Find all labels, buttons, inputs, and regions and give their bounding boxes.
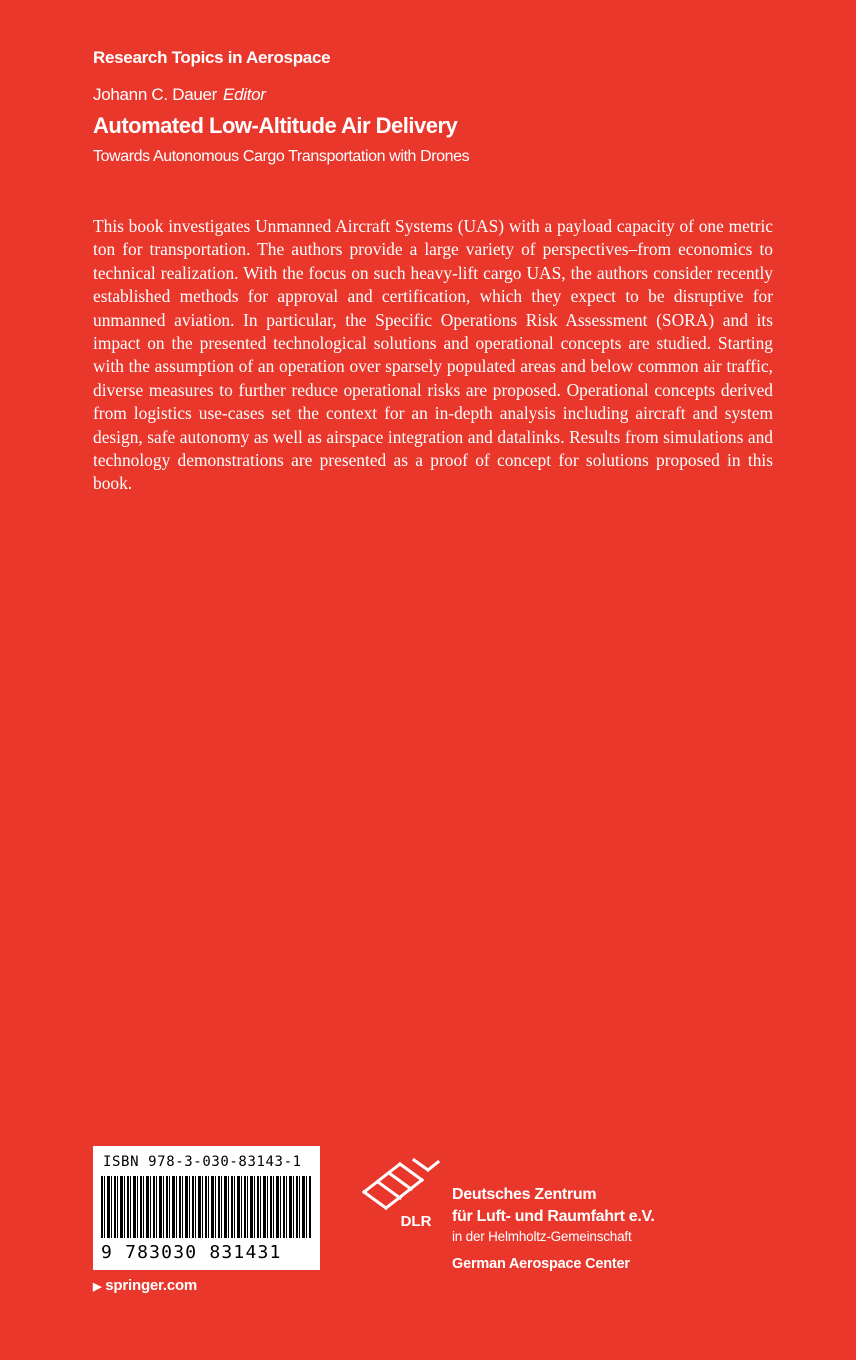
publisher-link-text: springer.com [105,1277,198,1294]
barcode-digits: 9 783030 831431 [101,1242,282,1263]
dlr-logo-text: DLR [400,1213,432,1228]
dlr-name-line2: für Luft- und Raumfahrt e.V. [452,1208,655,1225]
book-description: This book investigates Unmanned Aircraft Systems (UAS) with a payload capacity of one metric ton for transportation. The authors provide a large variety of perspectives–from economics to technical realization. With the focus on such heavy-lift cargo UAS, the authors consider recently established methods for approval and certification, which they expect to be disruptive for unmanned aviation. In particular, the Specific Operations Risk Assessment (SORA) and its impact on the presented technological solutions and operational concepts are studied. Starting with the assumption of an operation over sparsely populated areas and below common air traffic, diverse measures to further reduce operational risks are proposed. Operational concepts derived from logistics use-cases set the context for an in-depth analysis including aircraft and system design, safe autonomy as well as airspace integration and datalinks. Results from simulations and technology demonstrations are presented as a proof of concept for solutions proposed in this book. [93,216,773,494]
dlr-english-name: German Aerospace Center [452,1256,630,1272]
editor-line [93,85,266,105]
dlr-affiliation: in der Helmholtz-Gemeinschaft [452,1229,632,1244]
editor-role: Editor [223,85,266,104]
isbn-label: ISBN 978-3-030-83143-1 [103,1154,302,1170]
dlr-logo [358,1158,440,1228]
book-title: Automated Low-Altitude Air Delivery [93,113,458,138]
book-subtitle: Towards Autonomous Cargo Transportation with Drones [93,148,470,165]
dlr-name [452,1184,655,1228]
dlr-name-line1: Deutsches Zentrum [452,1186,597,1203]
barcode-bars [101,1176,311,1238]
dlr-mark-icon [364,1160,438,1208]
series-title: Research Topics in Aerospace [93,48,331,67]
editor-name: Johann C. Dauer [93,85,218,104]
arrow-right-icon: ▶ [93,1281,102,1293]
isbn-barcode [93,1146,320,1270]
publisher-link[interactable] [93,1277,197,1294]
